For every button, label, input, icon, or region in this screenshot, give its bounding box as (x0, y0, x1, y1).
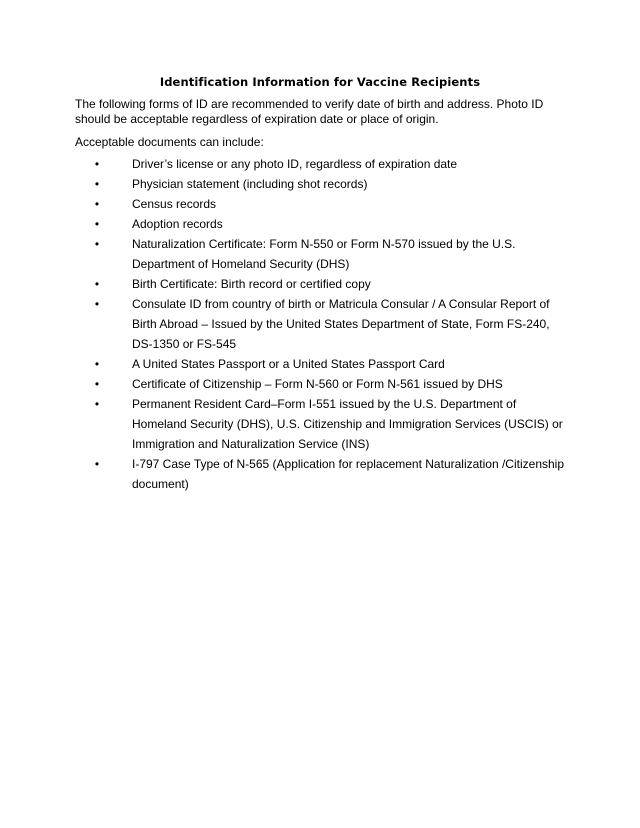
list-item (0, 454, 640, 494)
bullet-icon: • (94, 237, 100, 251)
list-item (0, 374, 640, 394)
list-item-text: Driver’s license or any photo ID, regardless of expiration date (132, 157, 458, 171)
list-item-text: Adoption records (132, 217, 223, 231)
list-item-text: Physician statement (including shot records) (132, 177, 368, 191)
list-item-text: Permanent Resident Card–Form I-551 issued by the U.S. Department of Homeland Security (DHS), U.S. Citizenship and Immigration Services (USCIS) or Immigration and Naturalization Service (INS) (132, 397, 563, 451)
list-item-text: Birth Certificate: Birth record or certified copy (132, 277, 371, 291)
bullet-icon: • (94, 397, 100, 411)
acceptable-documents-list (0, 154, 640, 494)
page-title: Identification Information for Vaccine Recipients (159, 75, 481, 89)
list-item (0, 234, 640, 274)
intro-paragraph: The following forms of ID are recommended to verify date of birth and address. Photo ID should be acceptable regardless of expiration date or place of origin. (75, 97, 544, 126)
list-item-text: Naturalization Certificate: Form N-550 or Form N-570 issued by the U.S. Department of Homeland Security (DHS) (132, 237, 516, 271)
lead-paragraph: Acceptable documents can include: (75, 135, 264, 149)
list-item-text: Certificate of Citizenship – Form N-560 or Form N-561 issued by DHS (132, 377, 503, 391)
bullet-icon: • (94, 197, 100, 211)
bullet-icon: • (94, 357, 100, 371)
bullet-icon: • (94, 457, 100, 471)
bullet-icon: • (94, 157, 100, 171)
list-item (0, 294, 640, 354)
list-item-text: I-797 Case Type of N-565 (Application for replacement Naturalization /Citizenship document) (132, 457, 564, 491)
list-item (0, 394, 640, 454)
list-item-text: Consulate ID from country of birth or Matricula Consular / A Consular Report of Birth Abroad – Issued by the United States Department of State, Form FS-240, DS-1350 or FS-545 (132, 297, 550, 351)
bullet-icon: • (94, 277, 100, 291)
bullet-icon: • (94, 377, 100, 391)
list-item-text: A United States Passport or a United States Passport Card (132, 357, 445, 371)
bullet-icon: • (94, 297, 100, 311)
list-item (0, 354, 640, 374)
bullet-icon: • (94, 217, 100, 231)
list-item-text: Census records (132, 197, 217, 211)
list-item (0, 274, 640, 294)
bullet-icon: • (94, 177, 100, 191)
list-item (0, 174, 640, 194)
list-item (0, 194, 640, 214)
list-item (0, 214, 640, 234)
list-item (0, 154, 640, 174)
